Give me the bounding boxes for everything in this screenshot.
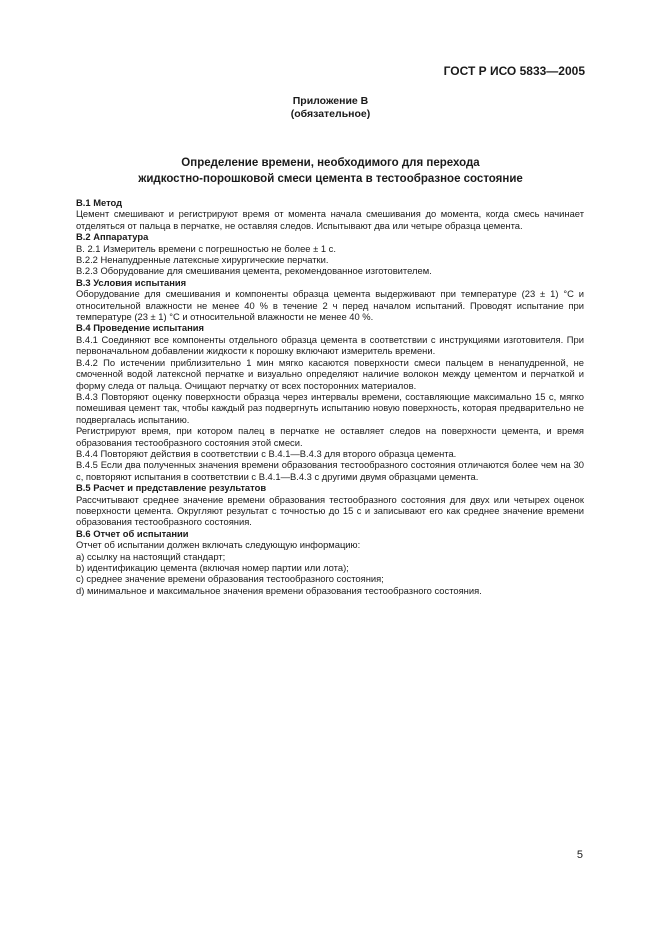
paragraph-b3: Оборудование для смешивания и компоненты образца цемента выдерживают при температуре (23 ± 1) °С и относительной влажности не менее 40 % в течение 2 ч перед началом испытаний. Проводят испытание при температуре (23 ± 1) °С и относительной влажности не менее 40 %. [76,288,584,323]
paragraph-b4-2: В.4.2 По истечении приблизительно 1 мин мягко касаются поверхности смеси пальцем в ненапудренной, не смоченной водой латексной перчатке и визуально определяют наличие волокон между цементом и перчаткой и форму следа от пальца. Очищают перчатку от всех посторонних материалов. [76,356,584,391]
annex-heading [0,95,661,121]
heading-b4: В.4 Проведение испытания [76,322,204,334]
heading-b6: В.6 Отчет об испытании [76,527,189,539]
list-item: с) среднее значение времени образования тестообразного состояния; [76,573,384,585]
document-body [76,197,584,596]
paragraph-b4-3: В.4.3 Повторяют оценку поверхности образца через интервалы времени, составляющие максимально 15 с, мягко помешивая цемент так, чтобы каждый раз подвергнуть испытанию новую поверхность, которая предварительно не подвергалась испытанию. [76,390,584,425]
paragraph-b2-1: В. 2.1 Измеритель времени с погрешностью не более ± 1 с. [76,242,336,254]
heading-b1: В.1 Метод [76,197,123,208]
title-line-1: Определение времени, необходимого для перехода [181,157,480,169]
paragraph-b4-3-note: Регистрируют время, при котором палец в перчатке не оставляет следов на поверхности цемента, и время образования тестообразного состояния этой смеси. [76,425,584,448]
section-title [0,155,661,187]
paragraph-b1: Цемент смешивают и регистрируют время от момента начала смешивания до момента, когда смесь начинает отделяться от пальца в перчатке, не оставляя следов. Испытывают два или четыре образца цемента. [76,208,584,231]
paragraph-b2-3: В.2.3 Оборудование для смешивания цемента, рекомендованное изготовителем. [76,265,432,277]
page-number: 5 [576,849,583,861]
paragraph-b6-intro: Отчет об испытании должен включать следующую информацию: [76,539,361,551]
heading-b2: В.2 Аппаратура [76,231,149,243]
annex-status: (обязательное) [290,108,371,120]
document-code: ГОСТ Р ИСО 5833—2005 [443,64,585,78]
annex-title: Приложение В [292,95,369,107]
paragraph-b5: Рассчитывают среднее значение времени образования тестообразного состояния для двух или четырех оценок поверхности цемента. Округляют результат с точностью до 15 с и записывают его как среднее значение времени образования тестообразного состояния. [76,493,584,528]
paragraph-b4-5: В.4.5 Если два полученных значения времени образования тестообразного состояния отличаются более чем на 30 с, повторяют испытания в соответствии с В.4.1—В.4.3 с другими двумя образцами цемента. [76,459,584,482]
paragraph-b4-4: В.4.4 Повторяют действия в соответствии с В.4.1—В.4.3 для второго образца цемента. [76,447,457,459]
list-item: а) ссылку на настоящий стандарт; [76,550,226,562]
list-item: d) минимальное и максимальное значения времени образования тестообразного состояния. [76,584,482,596]
paragraph-b4-1: В.4.1 Соединяют все компоненты отдельного образца цемента в соответствии с инструкциями изготовителя. При первоначальном добавлении жидкости к порошку включают измеритель времени. [76,333,584,357]
heading-b5: В.5 Расчет и представление результатов [76,482,267,494]
list-item: b) идентификацию цемента (включая номер партии или лота); [76,562,349,573]
heading-b3: В.3 Условия испытания [76,276,187,288]
title-line-2: жидкостно-порошковой смеси цемента в тестообразное состояние [138,173,523,185]
paragraph-b2-2: В.2.2 Ненапудренные латексные хирургические перчатки. [76,254,329,266]
